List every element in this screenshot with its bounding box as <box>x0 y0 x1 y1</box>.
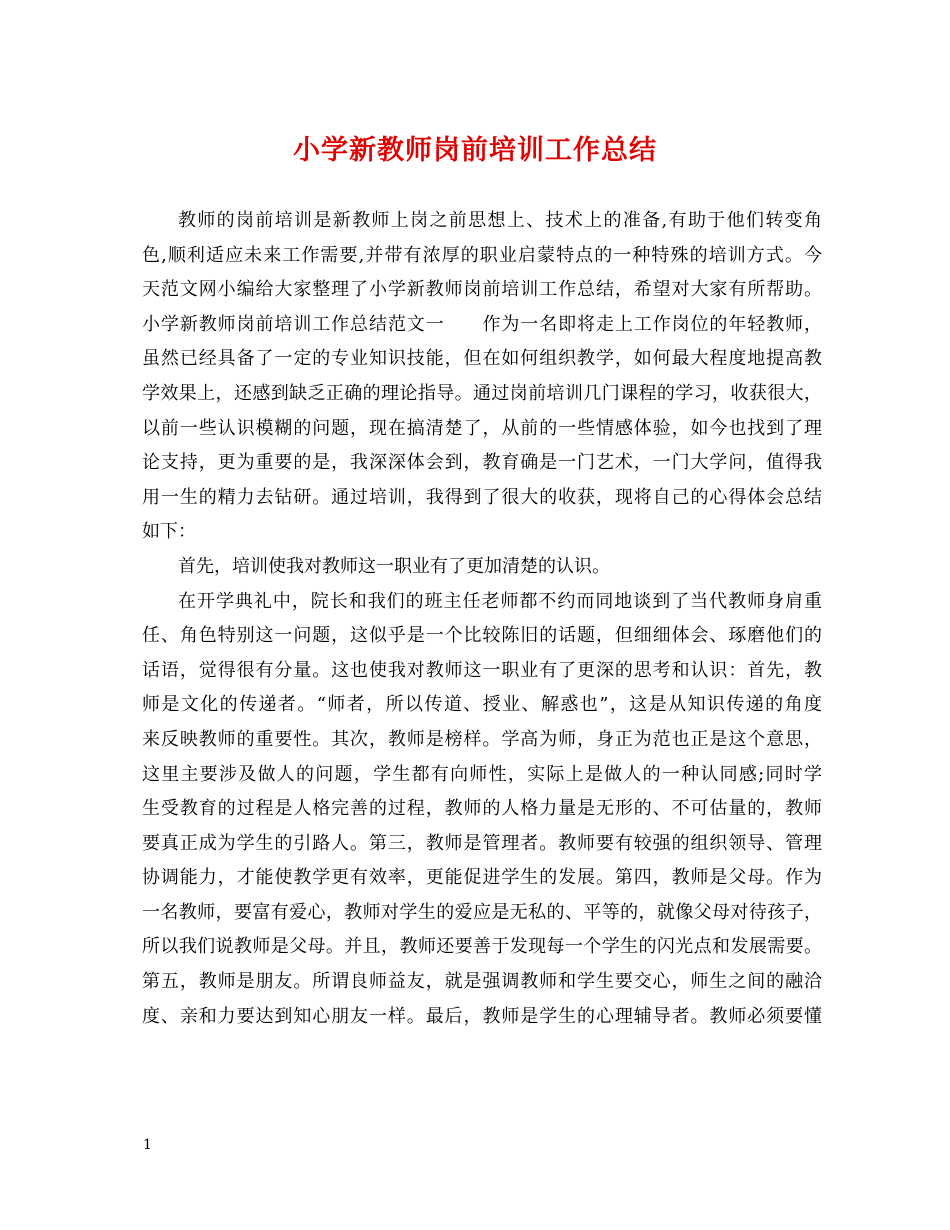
text-line: 生受教育的过程是人格完善的过程，教师的人格力量是无形的、不可估量的，教师 <box>142 798 822 820</box>
text-line: 如下： <box>142 521 196 543</box>
text-line: 首先，培训使我对教师这一职业有了更加清楚的认识。 <box>178 555 610 577</box>
text-line: 协调能力，才能使教学更有效率，更能促进学生的发展。第四，教师是父母。作为 <box>142 867 822 889</box>
text-line: 论支持，更为重要的是，我深深体会到，教育确是一门艺术，一门大学问，值得我 <box>142 452 822 474</box>
page-number: 1 <box>143 1137 152 1153</box>
text-line: 色,顺利适应未来工作需要,并带有浓厚的职业启蒙特点的一种特殊的培训方式。今 <box>142 244 822 266</box>
document-body <box>142 204 822 1034</box>
text-line: 度、亲和力要达到知心朋友一样。最后，教师是学生的心理辅导者。教师必须要懂 <box>142 1005 822 1027</box>
text-line: 虽然已经具备了一定的专业知识技能，但在如何组织教学，如何最大程度地提高教 <box>142 348 822 370</box>
text-line: 这里主要涉及做人的问题，学生都有向师性，实际上是做人的一种认同感;同时学 <box>142 763 822 785</box>
document-title: 小学新教师岗前培训工作总结 <box>293 135 657 166</box>
text-line: 小学新教师岗前培训工作总结范文一 作为一名即将走上工作岗位的年轻教师， <box>142 313 822 335</box>
text-line: 在开学典礼中，院长和我们的班主任老师都不约而同地谈到了当代教师身肩重 <box>178 590 822 612</box>
text-line: 师是文化的传递者。“师者，所以传道、授业、解惑也”，这是从知识传递的角度 <box>142 694 822 716</box>
text-line: 学效果上，还感到缺乏正确的理论指导。通过岗前培训几门课程的学习，收获很大， <box>142 382 822 404</box>
text-line: 所以我们说教师是父母。并且，教师还要善于发现每一个学生的闪光点和发展需要。 <box>142 936 822 958</box>
text-line: 用一生的精力去钻研。通过培训，我得到了很大的收获，现将自己的心得体会总结 <box>142 486 822 508</box>
text-line: 天范文网小编给大家整理了小学新教师岗前培训工作总结，希望对大家有所帮助。 <box>142 279 822 301</box>
text-line: 一名教师，要富有爱心，教师对学生的爱应是无私的、平等的，就像父母对待孩子， <box>142 901 822 923</box>
text-line: 话语，觉得很有分量。这也使我对教师这一职业有了更深的思考和认识：首先，教 <box>142 659 822 681</box>
text-line: 任、角色特别这一问题，这似乎是一个比较陈旧的话题，但细细体会、琢磨他们的 <box>142 625 822 647</box>
text-line: 教师的岗前培训是新教师上岗之前思想上、技术上的准备,有助于他们转变角 <box>178 210 822 231</box>
text-line: 来反映教师的重要性。其次，教师是榜样。学高为师，身正为范也正是这个意思， <box>142 728 822 750</box>
text-line: 以前一些认识模糊的问题，现在搞清楚了，从前的一些情感体验，如今也找到了理 <box>142 417 822 439</box>
text-line: 第五，教师是朋友。所谓良师益友，就是强调教师和学生要交心，师生之间的融洽 <box>142 971 822 993</box>
text-line: 要真正成为学生的引路人。第三，教师是管理者。教师要有较强的组织领导、管理 <box>142 832 822 854</box>
